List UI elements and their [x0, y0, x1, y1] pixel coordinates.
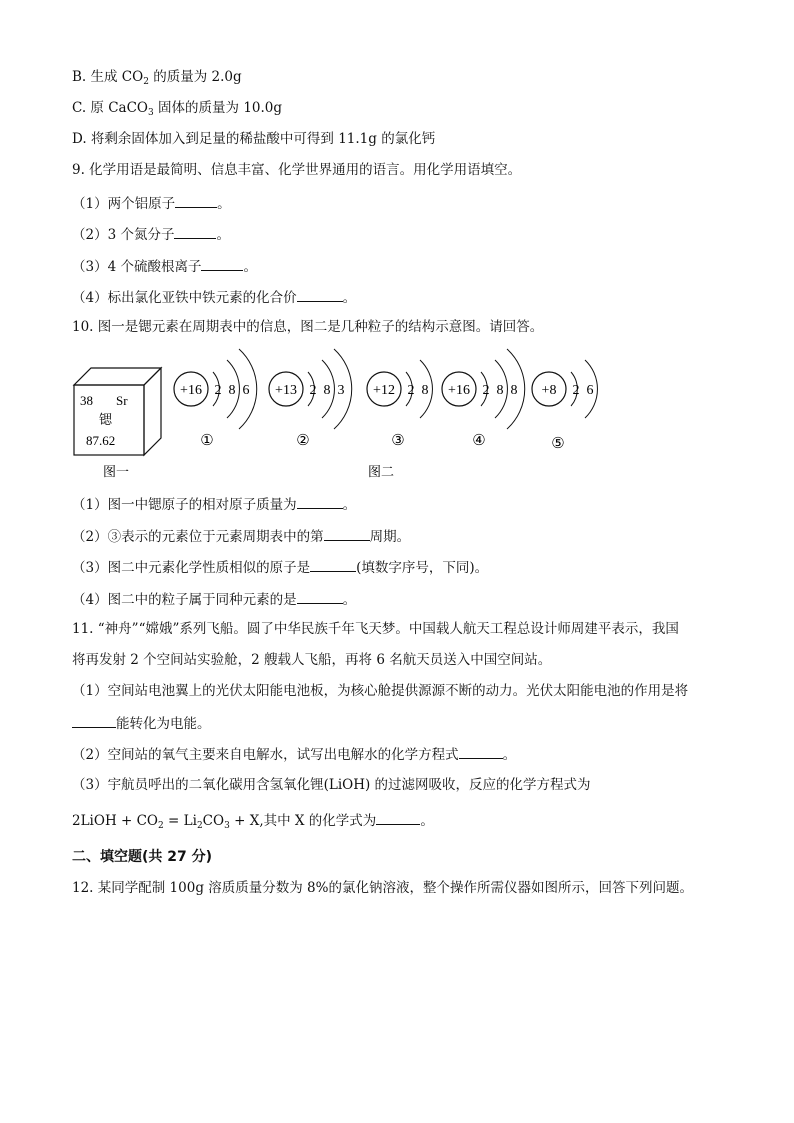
q9-item-2: （2）3 个氮分子 。 [72, 224, 230, 244]
q9-item-4: （4）标出氯化亚铁中铁元素的化合价 。 [72, 287, 356, 307]
particle-diagram-2 [269, 349, 352, 449]
option-b: B. 生成 $CO_2$ 的质量为 2.0g [72, 69, 242, 87]
atomic-number: 38 [80, 393, 93, 408]
q11-item-1-cont: 能转化为电能。 [72, 713, 211, 733]
q10-stem: 10. 图一是锶元素在周期表中的信息，图二是几种粒子的结构示意图。请回答。 [72, 319, 544, 335]
particle-label: ③ [391, 433, 405, 449]
particle-diagram-5 [532, 360, 597, 452]
figure-1-label: 图一 [103, 464, 130, 479]
shell-electrons: 2 [482, 383, 490, 398]
q10-figures [0, 0, 794, 500]
figure-2-label: 图二 [368, 464, 395, 479]
shell-electrons: 6 [242, 383, 250, 398]
element-symbol: Sr [116, 393, 128, 408]
shell-electrons: 2 [572, 383, 580, 398]
q11-stem-line-2: 将再发射 2 个空间站实验舱，2 艘载人飞船，再将 6 名航天员送入中国空间站。 [72, 652, 552, 668]
option-c: C. 原 CaCO$_3$ 固体的质量为 10.0g [72, 100, 283, 118]
q9-item-3: （3）4 个硫酸根离子 。 [72, 256, 257, 276]
nucleus-charge: +16 [448, 383, 470, 398]
particle-diagram-3 [367, 360, 432, 449]
q10-item-2: （2）③表示的元素位于元素周期表中的第 周期。 [72, 526, 410, 546]
q12-stem: 12. 某同学配制 100g 溶质质量分数为 8%的氯化钠溶液，整个操作所需仪器如图所示，回答下列问题。 [72, 880, 693, 896]
shell-electrons: 6 [586, 383, 594, 398]
q10-item-1: （1）图一中锶原子的相对原子质量为 。 [72, 494, 356, 514]
q11-stem-line-1: 11. “神舟”“嫦娥”系列飞船。圆了中华民族千年飞天梦。中国载人航天工程总设计师周建平表示，我国 [72, 621, 679, 637]
particle-label: ① [200, 433, 214, 449]
nucleus-charge: +13 [275, 383, 297, 398]
particle-label: ② [296, 433, 310, 449]
shell-electrons: 2 [214, 383, 222, 398]
answer-blank[interactable] [297, 494, 343, 509]
shell-electrons: 8 [228, 383, 236, 398]
answer-blank[interactable] [72, 713, 116, 728]
q10-item-3: （3）图二中元素化学性质相似的原子是 (填数字序号，下同)。 [72, 557, 488, 577]
answer-blank[interactable] [324, 526, 370, 541]
answer-blank[interactable] [310, 557, 356, 572]
particle-label: ⑤ [551, 436, 565, 452]
shell-electrons: 8 [510, 383, 518, 398]
element-name: 锶 [99, 412, 113, 427]
shell-electrons: 3 [337, 383, 345, 398]
nucleus-charge: +8 [541, 383, 557, 398]
shell-electrons: 2 [309, 383, 317, 398]
answer-blank[interactable] [459, 744, 503, 759]
answer-blank[interactable] [297, 589, 343, 604]
q9-stem: 9. 化学用语是最简明、信息丰富、化学世界通用的语言。用化学用语填空。 [72, 162, 522, 178]
nucleus-charge: +16 [180, 383, 202, 398]
q10-item-4: （4）图二中的粒子属于同种元素的是 。 [72, 589, 356, 609]
q11-item-2: （2）空间站的氧气主要来自电解水，试写出电解水的化学方程式 。 [72, 744, 516, 764]
atomic-mass: 87.62 [86, 433, 116, 448]
shell-electrons: 8 [421, 383, 429, 398]
shell-electrons: 2 [407, 383, 415, 398]
q11-equation: 2LiOH + $CO_2 = Li_2CO_3 + X$,其中 X 的化学式为 。 [72, 810, 434, 830]
section-heading: 二、填空题(共 27 分) [72, 849, 213, 865]
particle-diagram-1 [174, 349, 257, 449]
option-d: D. 将剩余固体加入到足量的稀盐酸中可得到 11.1g 的氯化钙 [72, 131, 436, 147]
shell-electrons: 8 [496, 383, 504, 398]
nucleus-charge: +12 [373, 383, 395, 398]
answer-blank[interactable] [376, 810, 420, 825]
q11-item-3: （3）宇航员呼出的二氧化碳用含氢氧化锂(LiOH) 的过滤网吸收，反应的化学方程式为 [72, 777, 591, 793]
particle-diagram-4 [442, 349, 525, 449]
q9-item-1: （1）两个铝原子 。 [72, 193, 231, 213]
q11-item-1: （1）空间站电池翼上的光伏太阳能电池板，为核心舱提供源源不断的动力。光伏太阳能电池的作用是将 [72, 683, 689, 699]
particle-label: ④ [472, 433, 486, 449]
shell-electrons: 8 [323, 383, 331, 398]
